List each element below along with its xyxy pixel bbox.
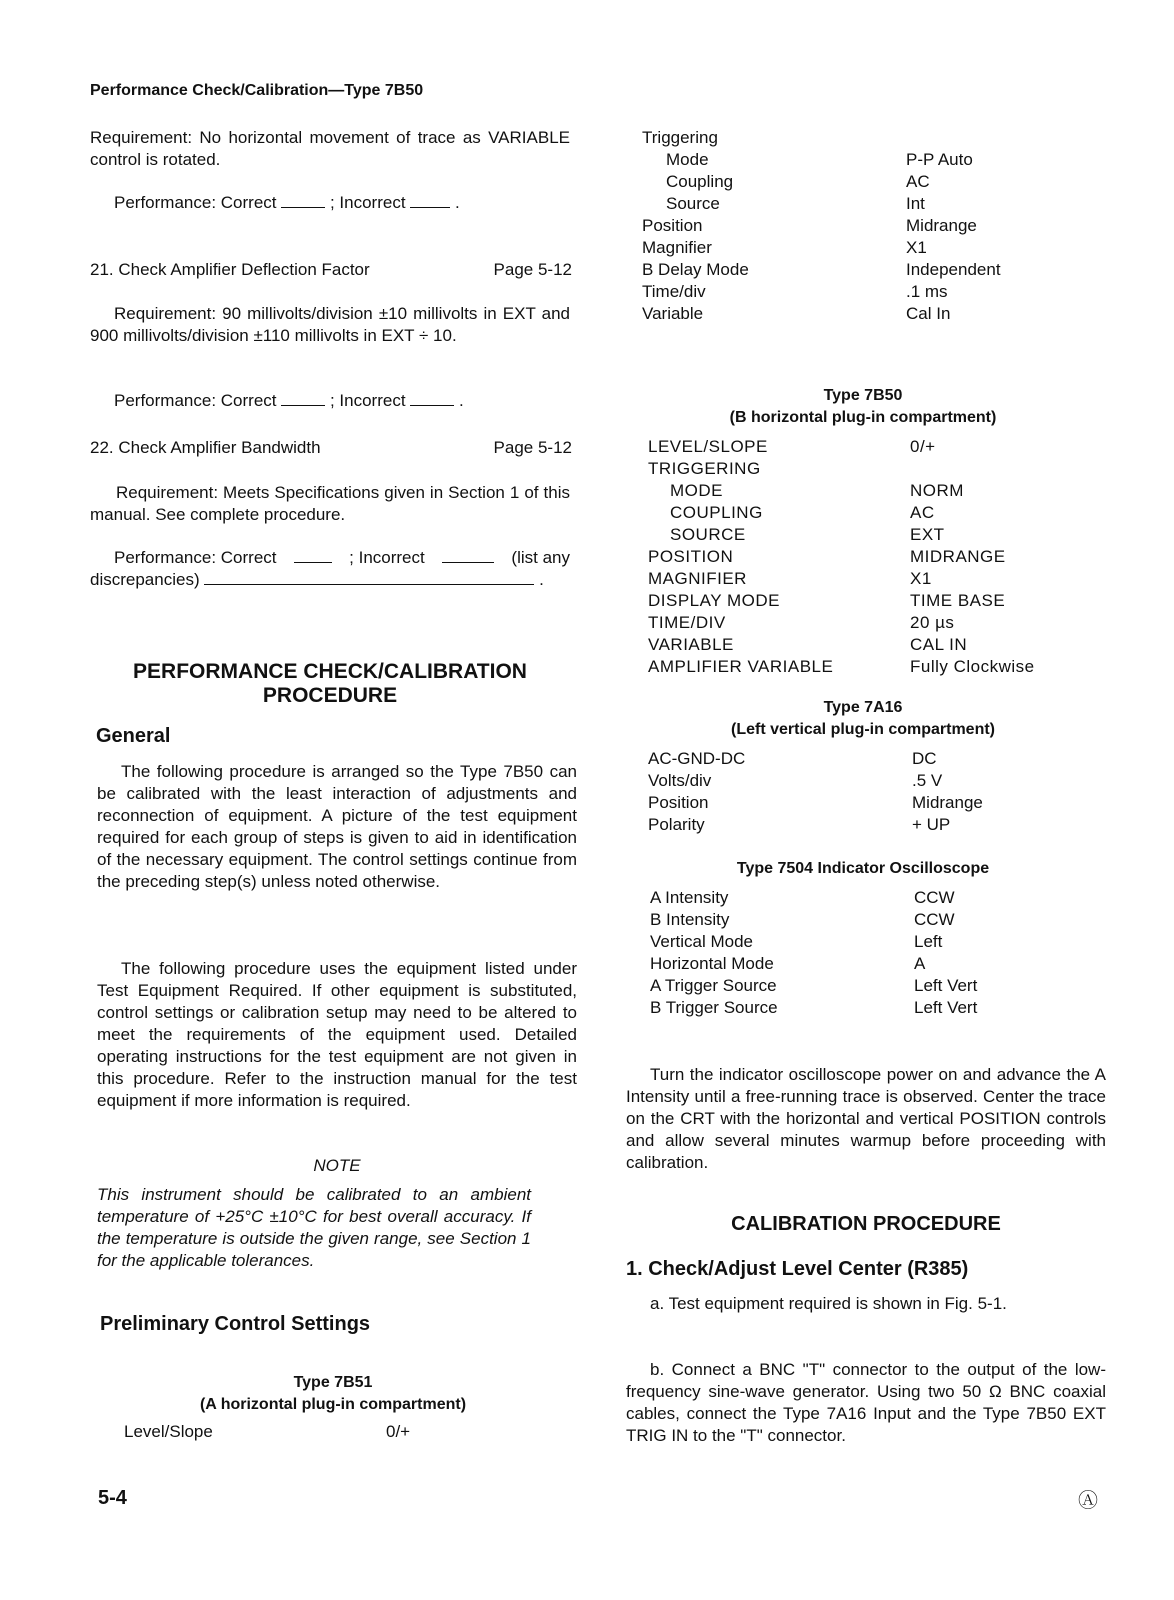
setting-label: SOURCE bbox=[670, 525, 746, 544]
step-22-heading bbox=[90, 438, 572, 458]
discrepancies-blank bbox=[204, 572, 534, 585]
setting-row bbox=[648, 458, 1068, 480]
setting-row bbox=[642, 127, 1062, 149]
correct-blank bbox=[281, 393, 325, 406]
top-settings-table bbox=[642, 127, 1062, 325]
setting-label: COUPLING bbox=[670, 503, 763, 522]
setting-row bbox=[648, 656, 1068, 678]
step-22-title: 22. Check Amplifier Bandwidth bbox=[90, 438, 321, 457]
setting-label: Source bbox=[666, 194, 720, 213]
type-7504-title: Type 7504 Indicator Oscilloscope bbox=[736, 860, 990, 877]
step-22-requirement: Requirement: Meets Specifications given in Section 1 of this manual. See complete procedure. bbox=[90, 483, 570, 524]
setting-row bbox=[648, 436, 1068, 458]
setting-value: CCW bbox=[914, 910, 955, 929]
setting-value: P-P Auto bbox=[906, 150, 973, 169]
step-21-page: Page 5-12 bbox=[493, 260, 572, 279]
type-7a16-settings-table bbox=[648, 748, 1068, 836]
setting-row bbox=[650, 997, 1070, 1019]
setting-value: Fully Clockwise bbox=[910, 657, 1035, 676]
setting-label: Level/Slope bbox=[124, 1422, 213, 1441]
general-paragraph-2: The following procedure uses the equipment listed under Test Equipment Required. If other equipment is substituted, control settings or calibration setup may need to be altered to meet the requirements of the equipment used. Detailed operating instructions for the test equipment are not given in this procedure. Refer to the instruction manual for the test equipment if more information is required. bbox=[97, 959, 577, 1110]
general-heading: General bbox=[96, 725, 171, 747]
setting-value: CCW bbox=[914, 888, 955, 907]
publisher-mark: Ⓐ bbox=[1078, 1490, 1098, 1512]
note-title: NOTE bbox=[313, 1156, 361, 1175]
setting-label: AC-GND-DC bbox=[648, 749, 746, 768]
setting-row bbox=[650, 887, 1070, 909]
setting-value: Left Vert bbox=[914, 976, 978, 995]
setting-value: .5 V bbox=[912, 771, 943, 790]
setting-label: TIME/DIV bbox=[648, 613, 726, 632]
setting-value: Int bbox=[906, 194, 925, 213]
setting-row bbox=[642, 193, 1062, 215]
section-title-line-2: PROCEDURE bbox=[262, 684, 398, 707]
general-paragraph-1: The following procedure is arranged so the Type 7B50 can be calibrated with the least interaction of adjustments and reconnection of equipment. A picture of the test equipment required for each group of steps is given to aid in identification of the necessary equipment. The control settings continue from the preceding step(s) unless noted otherwise. bbox=[97, 762, 577, 891]
setting-label: Position bbox=[642, 216, 703, 235]
note-text: This instrument should be calibrated to an ambient temperature of +25°C ±10°C for best overall accuracy. If the temperature is outside the given range, see Section 1 for the applicable tolerances. bbox=[97, 1185, 531, 1270]
performance-label: Performance: Correct bbox=[114, 193, 277, 212]
setting-row bbox=[648, 502, 1068, 524]
incorrect-label: ; Incorrect bbox=[329, 193, 406, 212]
setting-value: Independent bbox=[906, 260, 1001, 279]
setting-label: MAGNIFIER bbox=[648, 569, 747, 588]
setting-label: B Intensity bbox=[650, 910, 730, 929]
setting-row bbox=[648, 770, 1068, 792]
setting-row bbox=[650, 931, 1070, 953]
setting-label: Polarity bbox=[648, 815, 705, 834]
setting-row bbox=[648, 634, 1068, 656]
running-header: Performance Check/Calibration—Type 7B50 bbox=[90, 82, 424, 99]
setting-value: DC bbox=[912, 749, 937, 768]
incorrect-label: ; Incorrect bbox=[349, 548, 425, 567]
setting-label: Vertical Mode bbox=[650, 932, 753, 951]
setting-value: EXT bbox=[910, 525, 945, 544]
setting-row bbox=[648, 524, 1068, 546]
period: . bbox=[459, 391, 464, 410]
incorrect-blank bbox=[410, 393, 454, 406]
setting-value: MIDRANGE bbox=[910, 547, 1006, 566]
setting-row bbox=[642, 237, 1062, 259]
setting-label: B Trigger Source bbox=[650, 998, 778, 1017]
setting-value: Midrange bbox=[912, 793, 983, 812]
discrepancies-line bbox=[90, 570, 572, 590]
setting-label: AMPLIFIER VARIABLE bbox=[648, 657, 834, 676]
setting-label: B Delay Mode bbox=[642, 260, 749, 279]
type-7b50-settings-table bbox=[648, 436, 1068, 678]
setting-value: .1 ms bbox=[906, 282, 948, 301]
setting-row bbox=[648, 568, 1068, 590]
type-7b50-name: Type 7B50 bbox=[823, 387, 903, 404]
setting-value: TIME BASE bbox=[910, 591, 1006, 610]
preliminary-heading: Preliminary Control Settings bbox=[100, 1313, 371, 1335]
performance-line-2 bbox=[114, 391, 464, 411]
incorrect-label: ; Incorrect bbox=[329, 391, 406, 410]
setting-value: Left bbox=[914, 932, 943, 951]
setting-row bbox=[648, 748, 1068, 770]
period: . bbox=[455, 193, 460, 212]
setting-label: Triggering bbox=[642, 128, 718, 147]
setting-label: A Trigger Source bbox=[650, 976, 777, 995]
type-7b51-name: Type 7B51 bbox=[293, 1374, 373, 1391]
correct-blank bbox=[294, 550, 332, 563]
setting-value: Left Vert bbox=[914, 998, 978, 1017]
type-7b50-compartment: (B horizontal plug-in compartment) bbox=[729, 409, 997, 426]
list-any-label: (list any bbox=[511, 548, 570, 567]
performance-label: Performance: Correct bbox=[114, 548, 277, 567]
setting-row bbox=[648, 590, 1068, 612]
setting-label: LEVEL/SLOPE bbox=[648, 437, 768, 456]
setting-row bbox=[648, 546, 1068, 568]
setting-value: NORM bbox=[910, 481, 964, 500]
setting-row bbox=[650, 909, 1070, 931]
step-22-page: Page 5-12 bbox=[493, 438, 572, 457]
period: . bbox=[539, 570, 544, 589]
setting-label: POSITION bbox=[648, 547, 734, 566]
type-7a16-compartment: (Left vertical plug-in compartment) bbox=[730, 721, 996, 738]
setting-value: X1 bbox=[910, 569, 932, 588]
incorrect-blank bbox=[410, 195, 450, 208]
setting-row bbox=[642, 171, 1062, 193]
requirement-variable: Requirement: No horizontal movement of trace as VARIABLE control is rotated. bbox=[90, 128, 570, 169]
setting-row bbox=[642, 259, 1062, 281]
setting-row bbox=[642, 303, 1062, 325]
setting-row bbox=[650, 975, 1070, 997]
setting-label: Mode bbox=[666, 150, 709, 169]
setting-label: Variable bbox=[642, 304, 704, 323]
type-7504-settings-table bbox=[650, 887, 1070, 1019]
setting-row bbox=[648, 814, 1068, 836]
setting-value: 0/+ bbox=[910, 437, 936, 456]
discrepancies-label: discrepancies) bbox=[90, 570, 200, 589]
turn-on-paragraph: Turn the indicator oscilloscope power on and advance the A Intensity until a free-running trace is observed. Center the trace on the CRT with the horizontal and vertical POSITION controls and allow several minutes warmup before proceeding with calibration. bbox=[626, 1065, 1106, 1172]
setting-label: TRIGGERING bbox=[648, 459, 761, 478]
setting-value: AC bbox=[910, 503, 935, 522]
step-1-heading: 1. Check/Adjust Level Center (R385) bbox=[626, 1258, 969, 1280]
step-21-heading bbox=[90, 260, 572, 280]
setting-label: Coupling bbox=[666, 172, 734, 191]
setting-row bbox=[642, 281, 1062, 303]
step-1b: b. Connect a BNC "T" connector to the output of the low-frequency sine-wave generator. Using two 50 Ω BNC coaxial cables, connect the Type 7A16 Input and the Type 7B50 EXT TRIG IN to the "T" connector. bbox=[626, 1360, 1106, 1445]
step-1a: a. Test equipment required is shown in Fig. 5-1. bbox=[650, 1294, 1007, 1313]
setting-value: 0/+ bbox=[386, 1422, 411, 1441]
setting-row bbox=[642, 215, 1062, 237]
step-21-title: 21. Check Amplifier Deflection Factor bbox=[90, 260, 370, 279]
setting-value: X1 bbox=[906, 238, 927, 257]
setting-label: Volts/div bbox=[648, 771, 712, 790]
setting-value: A bbox=[914, 954, 926, 973]
setting-row bbox=[648, 792, 1068, 814]
setting-row bbox=[648, 612, 1068, 634]
performance-line-3 bbox=[114, 548, 570, 568]
setting-row bbox=[642, 149, 1062, 171]
section-title bbox=[90, 660, 570, 708]
type-7a16-name: Type 7A16 bbox=[823, 699, 903, 716]
setting-value: CAL IN bbox=[910, 635, 968, 654]
step-21-requirement: Requirement: 90 millivolts/division ±10 millivolts in EXT and 900 millivolts/division ±110 millivolts in EXT ÷ 10. bbox=[90, 304, 570, 345]
performance-label: Performance: Correct bbox=[114, 391, 277, 410]
setting-value: 20 µs bbox=[910, 613, 955, 632]
setting-value: Midrange bbox=[906, 216, 977, 235]
setting-label: A Intensity bbox=[650, 888, 729, 907]
setting-label: MODE bbox=[670, 481, 723, 500]
type-7a16-title bbox=[620, 697, 1106, 741]
setting-label: VARIABLE bbox=[648, 635, 734, 654]
setting-value: + UP bbox=[912, 815, 951, 834]
incorrect-blank bbox=[442, 550, 494, 563]
setting-row bbox=[650, 953, 1070, 975]
setting-row bbox=[648, 480, 1068, 502]
setting-value: Cal In bbox=[906, 304, 951, 323]
page-number: 5-4 bbox=[98, 1487, 127, 1509]
correct-blank bbox=[281, 195, 325, 208]
type-7b51-compartment: (A horizontal plug-in compartment) bbox=[199, 1396, 467, 1413]
section-title-line-1: PERFORMANCE CHECK/CALIBRATION bbox=[133, 660, 527, 683]
setting-label: Magnifier bbox=[642, 238, 712, 257]
setting-label: Position bbox=[648, 793, 709, 812]
setting-label: Horizontal Mode bbox=[650, 954, 774, 973]
setting-value: AC bbox=[906, 172, 930, 191]
type-7b50-title bbox=[620, 385, 1106, 429]
setting-label: Time/div bbox=[642, 282, 706, 301]
type-7b51-row bbox=[124, 1421, 524, 1443]
performance-line-1 bbox=[114, 193, 460, 213]
type-7b51-title bbox=[90, 1372, 576, 1416]
setting-label: DISPLAY MODE bbox=[648, 591, 780, 610]
calibration-procedure-heading: CALIBRATION PROCEDURE bbox=[731, 1213, 1001, 1235]
